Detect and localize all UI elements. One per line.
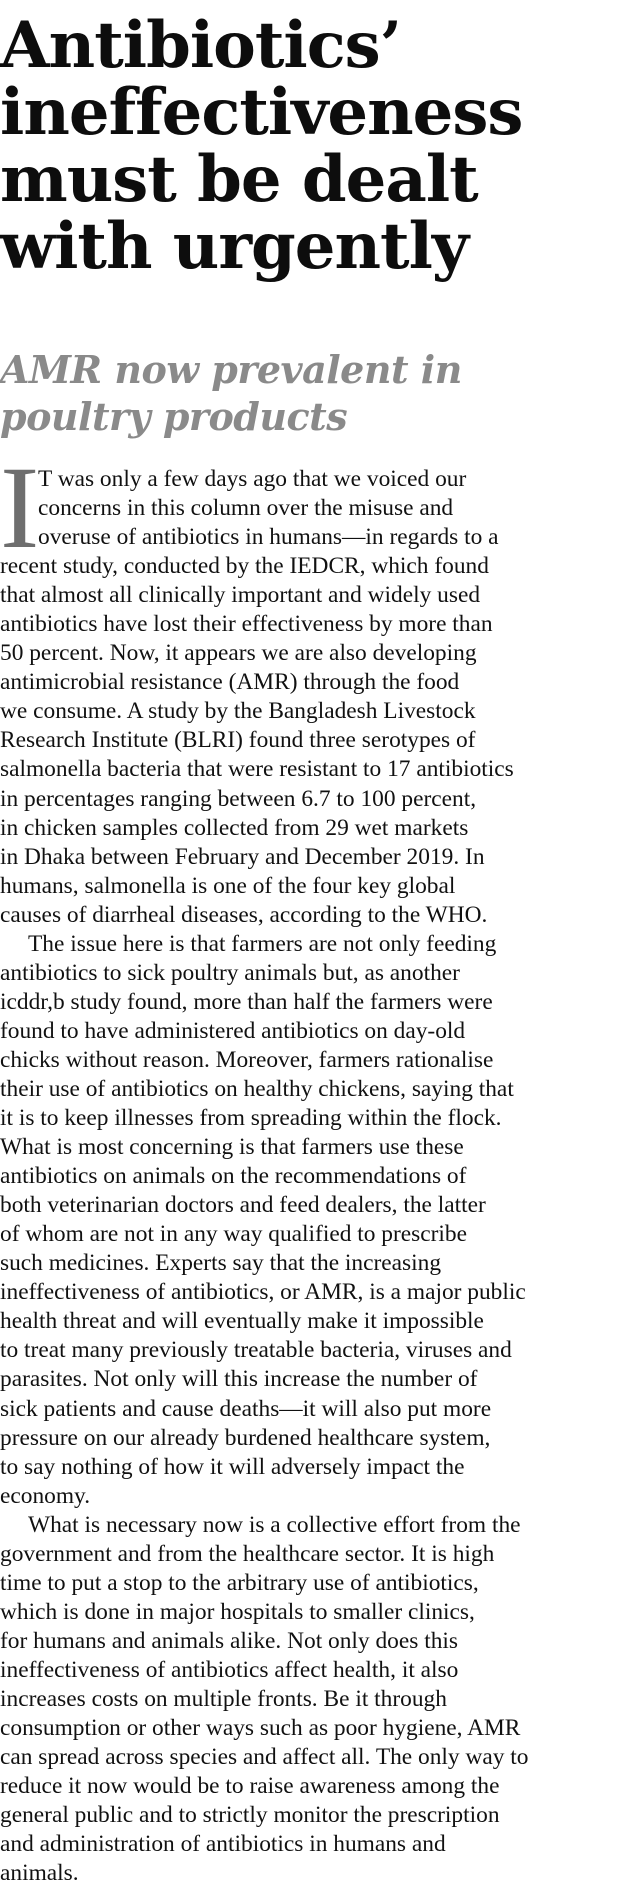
body-line: in chicken samples collected from 29 wet markets <box>0 814 469 841</box>
body-line: ineffectiveness of antibiotics, or AMR, is a major public <box>0 1279 526 1306</box>
headline-line: must be dealt <box>0 142 478 217</box>
body-line: The issue here is that farmers are not only feeding <box>28 930 497 957</box>
body-line: their use of antibiotics on healthy chickens, saying that <box>0 1075 514 1102</box>
headline-line: Antibiotics’ <box>0 8 401 83</box>
body-line: causes of diarrheal diseases, according to the WHO. <box>0 901 488 928</box>
body-line: antibiotics to sick poultry animals but, as another <box>0 959 460 986</box>
body-line: it is to keep illnesses from spreading within the flock. <box>0 1105 502 1132</box>
body-line: pressure on our already burdened healthcare system, <box>0 1424 491 1451</box>
drop-cap: I <box>0 442 40 573</box>
body-line: What is most concerning is that farmers use these <box>0 1134 464 1161</box>
body-line: to treat many previously treatable bacteria, viruses and <box>0 1337 512 1364</box>
paragraph-1 <box>0 465 629 930</box>
body-line: we consume. A study by the Bangladesh Livestock <box>0 698 476 725</box>
body-line: sick patients and cause deaths—it will also put more <box>0 1395 492 1422</box>
body-line: salmonella bacteria that were resistant to 17 antibiotics <box>0 756 514 783</box>
body-line: general public and to strictly monitor the prescription <box>0 1802 500 1829</box>
body-line: T was only a few days ago that we voiced our <box>38 466 467 492</box>
paragraph-2 <box>0 930 629 1511</box>
body-line: for humans and animals alike. Not only does this <box>0 1627 458 1654</box>
body-line: parasites. Not only will this increase the number of <box>0 1366 478 1393</box>
body-line: that almost all clinically important and widely used <box>0 582 481 609</box>
body-line: government and from the healthcare sector. It is high <box>0 1540 495 1567</box>
body-line: and administration of antibiotics in humans and <box>0 1831 446 1858</box>
body-line: Research Institute (BLRI) found three serotypes of <box>0 727 476 754</box>
body-line: in Dhaka between February and December 2019. In <box>0 843 485 870</box>
body-line: icddr,b study found, more than half the farmers were <box>0 988 493 1015</box>
body-line: antimicrobial resistance (AMR) through the food <box>0 669 460 696</box>
body-line: recent study, conducted by the IEDCR, which found <box>0 553 489 580</box>
body-line: found to have administered antibiotics on day-old <box>0 1017 466 1044</box>
headline-line: ineffectiveness <box>0 75 523 150</box>
body-line: consumption or other ways such as poor hygiene, AMR <box>0 1715 521 1742</box>
body-line: What is necessary now is a collective effort from the <box>28 1511 521 1538</box>
headline <box>0 8 629 284</box>
body-line: antibiotics on animals on the recommendations of <box>0 1163 467 1190</box>
body-line: reduce it now would be to raise awareness among the <box>0 1773 500 1800</box>
subheadline <box>0 346 629 440</box>
body-line: overuse of antibiotics in humans—in regards to a <box>38 524 499 551</box>
headline-line: with urgently <box>0 209 469 284</box>
article-body <box>0 465 629 1888</box>
body-line: antibiotics have lost their effectiveness by more than <box>0 611 493 638</box>
paragraph-3 <box>0 1511 629 1889</box>
body-line: economy. <box>0 1482 91 1509</box>
body-line: which is done in major hospitals to smaller clinics, <box>0 1598 475 1625</box>
body-line: increases costs on multiple fronts. Be it through <box>0 1685 447 1712</box>
body-line: concerns in this column over the misuse and <box>38 495 454 522</box>
body-line: chicks without reason. Moreover, farmers rationalise <box>0 1046 494 1073</box>
body-line: 50 percent. Now, it appears we are also developing <box>0 640 477 667</box>
body-line: health threat and will eventually make it impossible <box>0 1308 484 1335</box>
body-line: humans, salmonella is one of the four key global <box>0 872 456 899</box>
body-line: in percentages ranging between 6.7 to 100 percent, <box>0 785 477 812</box>
subheadline-line: AMR now prevalent in <box>0 347 462 392</box>
body-line: such medicines. Experts say that the increasing <box>0 1250 442 1277</box>
subheadline-line: poultry products <box>0 394 348 439</box>
body-line: to say nothing of how it will adversely impact the <box>0 1453 465 1480</box>
body-line: animals. <box>0 1860 79 1887</box>
body-line: both veterinarian doctors and feed dealers, the latter <box>0 1192 486 1219</box>
body-line: can spread across species and affect all. The only way to <box>0 1744 529 1771</box>
body-line: time to put a stop to the arbitrary use of antibiotics, <box>0 1569 479 1596</box>
body-line: ineffectiveness of antibiotics affect health, it also <box>0 1656 459 1683</box>
body-line: of whom are not in any way qualified to prescribe <box>0 1221 468 1248</box>
